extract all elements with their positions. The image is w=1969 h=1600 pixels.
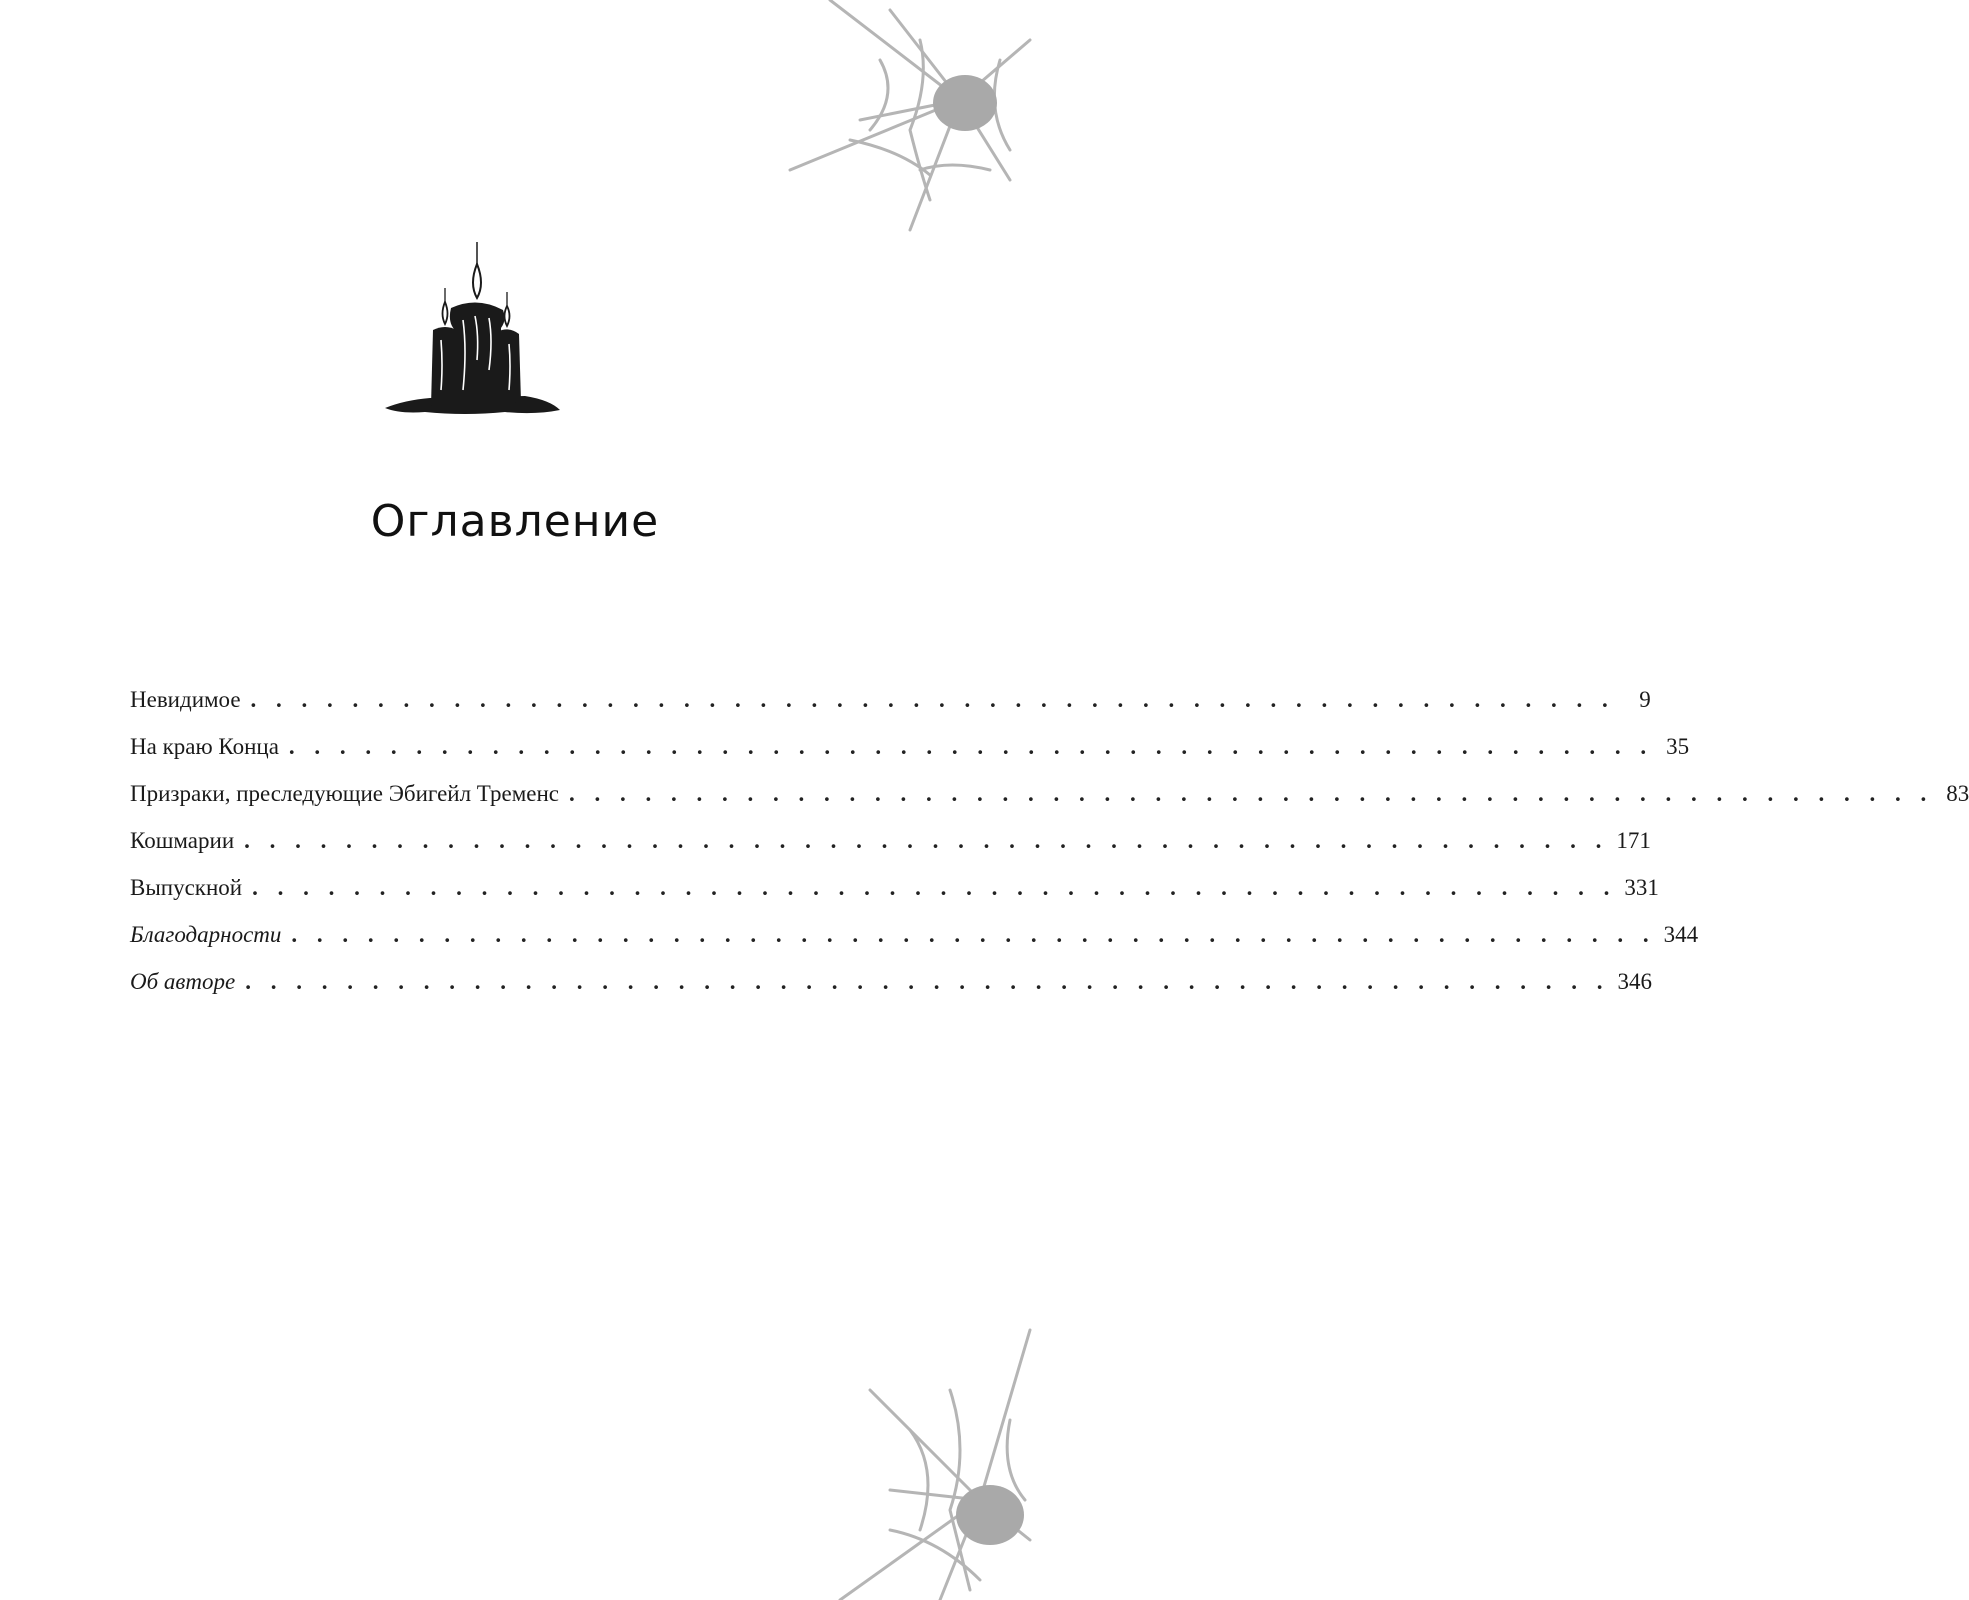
toc-entry-title: На краю Конца: [130, 734, 279, 759]
toc-leader-dots: . . . . . . . . . . . . . . . . . . . . . . . . . . . . . . . . . . . . . . . . . . . . . . . . . . . . . .: [250, 687, 1615, 712]
toc-entry[interactable]: [130, 733, 1690, 780]
toc-entry-title: Об авторе: [130, 969, 236, 994]
toc-entry-page: 346: [1617, 969, 1652, 994]
toc-entry[interactable]: [130, 686, 1651, 733]
toc-entry[interactable]: [130, 874, 1659, 921]
toc-entry-page: 331: [1624, 875, 1659, 900]
spider-web-icon: [830, 1330, 1030, 1600]
toc-leader-dots: . . . . . . . . . . . . . . . . . . . . . . . . . . . . . . . . . . . . . . . . . . . . . . . . . . . . . .: [252, 875, 1617, 900]
toc-leader-dots: . . . . . . . . . . . . . . . . . . . . . . . . . . . . . . . . . . . . . . . . . . . . . . . . . . . . . .: [288, 734, 1654, 759]
toc-entry-page: 171: [1616, 828, 1651, 853]
toc-entry-title: Выпускной: [130, 875, 243, 900]
toc-entry-title: Невидимое: [130, 687, 241, 712]
toc-entry-page: 35: [1666, 734, 1690, 759]
toc-entry[interactable]: [130, 827, 1651, 874]
page-title: Оглавление: [370, 496, 660, 547]
toc-leader-dots: . . . . . . . . . . . . . . . . . . . . . . . . . . . . . . . . . . . . . . . . . . . . . . . . . . . . . .: [244, 828, 1609, 853]
toc-entry-page: 344: [1663, 922, 1699, 947]
toc-entry[interactable]: [130, 968, 1652, 1015]
toc-leader-dots: . . . . . . . . . . . . . . . . . . . . . . . . . . . . . . . . . . . . . . . . . . . . . . . . . . . . . .: [568, 781, 1934, 806]
toc-leader-dots: . . . . . . . . . . . . . . . . . . . . . . . . . . . . . . . . . . . . . . . . . . . . . . . . . . . . . .: [291, 922, 1656, 947]
toc-entry-page: 9: [1639, 687, 1651, 712]
toc-entry[interactable]: [130, 780, 1969, 827]
spider-web-icon: [770, 0, 1030, 240]
toc-entry-page: 83: [1946, 781, 1969, 806]
toc-entry[interactable]: [130, 921, 1699, 968]
toc-leader-dots: . . . . . . . . . . . . . . . . . . . . . . . . . . . . . . . . . . . . . . . . . . . . . . . . . . . . . .: [245, 969, 1610, 994]
toc-entry-title: Кошмарии: [130, 828, 235, 853]
table-of-contents: [130, 686, 1969, 1015]
candles-icon: [385, 240, 565, 425]
toc-entry-title: Благодарности: [130, 922, 282, 947]
toc-entry-title: Призраки, преследующие Эбигейл Тременс: [130, 781, 559, 806]
